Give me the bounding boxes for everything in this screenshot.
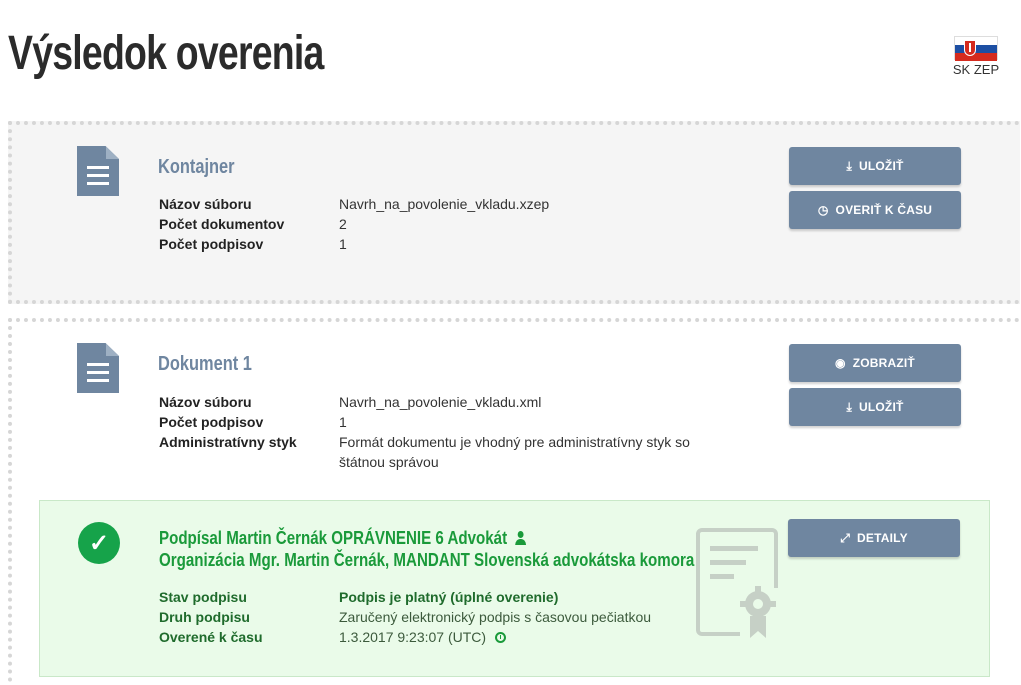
download-icon: ⤓ (846, 159, 852, 173)
row-key: Druh podpisu (159, 609, 250, 625)
language-label: SK ZEP (952, 62, 1000, 77)
save-label: ULOŽIŤ (858, 400, 904, 414)
row-key: Overené k času (159, 629, 263, 645)
signature-signer (159, 528, 526, 549)
verify-time-button[interactable] (789, 191, 961, 229)
person-icon[interactable] (516, 531, 527, 545)
container-heading: Kontajner (158, 156, 235, 178)
clock-icon: ◷ (817, 203, 829, 217)
download-icon: ⤓ (846, 400, 852, 414)
file-icon (77, 343, 119, 393)
row-key: Názov súboru (159, 196, 252, 212)
signer-text: Podpísal Martin Černák OPRÁVNENIE 6 Advokát (159, 528, 508, 548)
verify-time-label: OVERIŤ K ČASU (835, 203, 933, 217)
eye-icon: ◉ (835, 356, 846, 370)
row-value: Navrh_na_povolenie_vkladu.xml (339, 394, 542, 410)
check-circle-icon: ✓ (78, 522, 120, 564)
signature-organization: Organizácia Mgr. Martin Černák, MANDANT Slovenská advokátska komora (159, 550, 695, 570)
slovakia-flag-icon (954, 36, 998, 60)
row-value: 1 (339, 414, 347, 430)
view-label: ZOBRAZIŤ (852, 356, 915, 370)
file-icon (77, 146, 119, 196)
row-key: Počet dokumentov (159, 216, 285, 232)
row-key: Administratívny styk (159, 434, 297, 450)
row-value: Zaručený elektronický podpis s časovou pečiatkou (339, 609, 652, 625)
details-button[interactable] (788, 519, 960, 557)
verified-time: 1.3.2017 9:23:07 (UTC) (339, 629, 487, 645)
row-key: Názov súboru (159, 394, 252, 410)
certificate-icon (696, 528, 780, 638)
expand-icon: ⤢ (840, 531, 851, 545)
row-value: Navrh_na_povolenie_vkladu.xzep (339, 196, 550, 212)
row-key: Počet podpisov (159, 236, 264, 252)
container-save-button[interactable] (789, 147, 961, 185)
document-heading: Dokument 1 (158, 353, 252, 375)
row-value: Podpis je platný (úplné overenie) (339, 589, 559, 605)
save-label: ULOŽIŤ (858, 159, 904, 173)
language-selector[interactable] (948, 36, 1004, 77)
row-value: 1 (339, 236, 347, 252)
page-title: Výsledok overenia (8, 27, 324, 80)
row-key: Počet podpisov (159, 414, 264, 430)
row-value (339, 627, 506, 647)
details-label: DETAILY (857, 531, 908, 545)
clock-icon[interactable] (495, 632, 506, 643)
row-key: Stav podpisu (159, 589, 247, 605)
row-value: Formát dokumentu je vhodný pre administratívny styk so štátnou správou (339, 434, 690, 470)
document-save-button[interactable] (789, 388, 961, 426)
row-value: 2 (339, 216, 347, 232)
view-button[interactable] (789, 344, 961, 382)
